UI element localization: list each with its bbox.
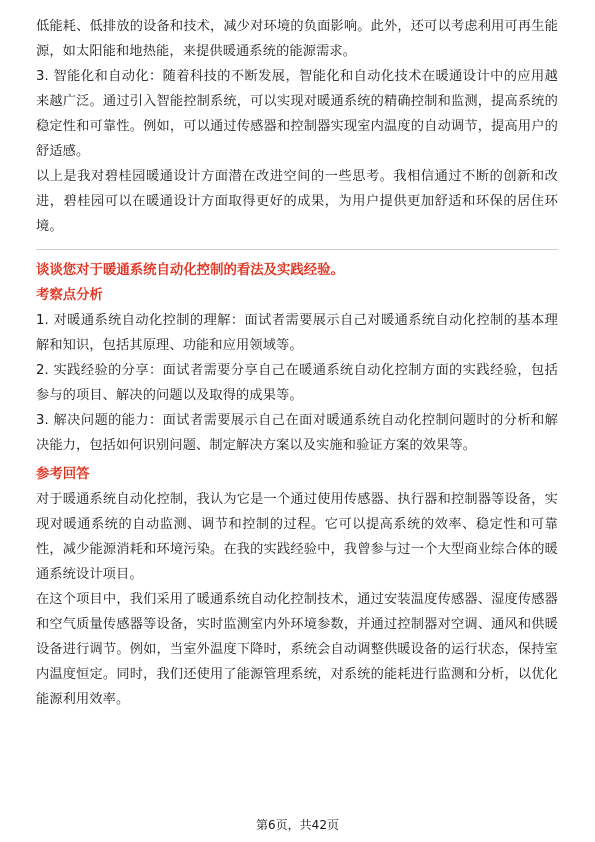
analysis-item-2: 2. 实践经验的分享：面试者需要分享自己在暖通系统自动化控制方面的实践经验，包括参与的项目、解决的问题以及取得的成果等。 bbox=[36, 363, 558, 403]
document-page bbox=[36, 14, 558, 712]
page-number-footer: 第6页，共42页 bbox=[256, 818, 339, 832]
question-title: 谈谈您对于暖通系统自动化控制的看法及实践经验。 bbox=[36, 263, 344, 278]
answer-paragraph-1: 对于暖通系统自动化控制，我认为它是一个通过使用传感器、执行器和控制器等设备，实现对暖通系统的自动监测、调节和控制的过程。它可以提高系统的效率、稳定性和可靠性，减少能源消耗和环境污染。在我的实践经验中，我曾参与过一个大型商业综合体的暖通系统设计项目。 bbox=[36, 492, 558, 582]
analysis-item-3: 3. 解决问题的能力：面试者需要展示自己在面对暖通系统自动化控制问题时的分析和解决能力，包括如何识别问题、制定解决方案以及实施和验证方案的效果等。 bbox=[36, 413, 558, 453]
section-divider bbox=[36, 249, 558, 250]
answer-paragraph-2: 在这个项目中，我们采用了暖通系统自动化控制技术，通过安装温度传感器、湿度传感器和空气质量传感器等设备，实时监测室内外环境参数，并通过控制器对空调、通风和供暖设备进行调节。例如，当室外温度下降时，系统会自动调整供暖设备的运行状态，保持室内温度恒定。同时，我们还使用了能源管理系统，对系统的能耗进行监测和分析，以优化能源利用效率。 bbox=[36, 592, 558, 707]
intro-paragraph-1: 低能耗、低排放的设备和技术，减少对环境的负面影响。此外，还可以考虑利用可再生能源，如太阳能和地热能，来提供暖通系统的能源需求。 bbox=[36, 19, 558, 59]
analysis-item-1: 1. 对暖通系统自动化控制的理解：面试者需要展示自己对暖通系统自动化控制的基本理解和知识，包括其原理、功能和应用领域等。 bbox=[36, 313, 558, 353]
answer-heading: 参考回答 bbox=[36, 467, 90, 482]
intro-paragraph-2: 3. 智能化和自动化：随着科技的不断发展，智能化和自动化技术在暖通设计中的应用越来越广泛。通过引入智能控制系统，可以实现对暖通系统的精确控制和监测，提高系统的稳定性和可靠性。例如，可以通过传感器和控制器实现室内温度的自动调节，提高用户的舒适感。 bbox=[36, 69, 558, 159]
intro-paragraph-3: 以上是我对碧桂园暖通设计方面潜在改进空间的一些思考。我相信通过不断的创新和改进，碧桂园可以在暖通设计方面取得更好的成果，为用户提供更加舒适和环保的居住环境。 bbox=[36, 169, 558, 234]
analysis-heading: 考察点分析 bbox=[36, 288, 103, 303]
